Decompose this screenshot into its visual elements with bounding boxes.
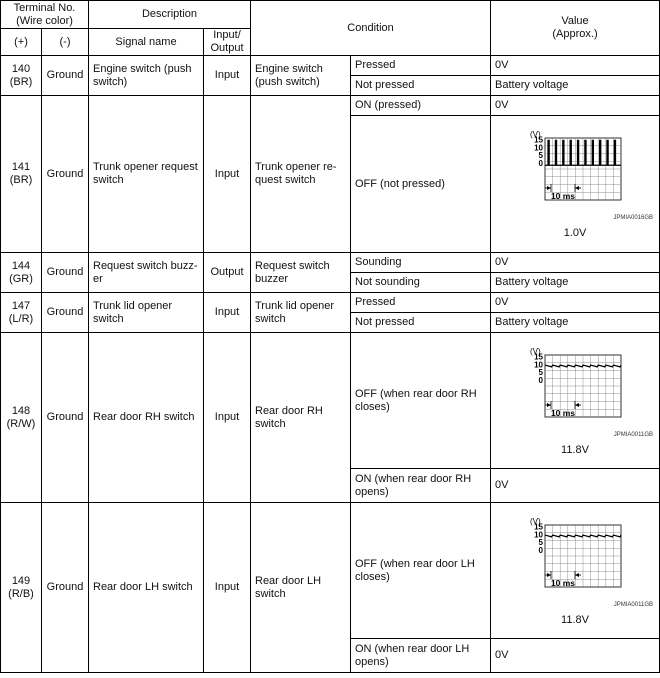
pulse-waveform (525, 128, 625, 212)
tick-label: 10 (534, 143, 544, 153)
condition-name-cell: Request switch buzzer (251, 253, 351, 293)
unit-label: (V) (530, 516, 541, 526)
tick-label: 5 (538, 537, 544, 547)
condition-name-cell: Rear door LH switch (251, 503, 351, 673)
state-cell: OFF (when rear door LH closes) (351, 503, 491, 639)
signal-cell: Trunk lid opener switch (89, 293, 204, 333)
signal-cell: Engine switch (push switch) (89, 56, 204, 96)
io-cell: Input (204, 96, 251, 253)
signal-cell: Rear door RH switch (89, 333, 204, 503)
terminal-cell: 149 (R/B) (1, 503, 42, 673)
waveform-value: 1.0V (563, 227, 587, 239)
io-cell: Input (204, 56, 251, 96)
state-cell: ON (pressed) (351, 96, 491, 116)
terminal-cell: 144 (GR) (1, 253, 42, 293)
terminal-header: Terminal No. (Wire color) (1, 1, 89, 29)
tick-label: 15 (534, 352, 544, 362)
unit-label: (V) (530, 346, 541, 356)
terminal-cell: 147 (L/R) (1, 293, 42, 333)
ground-cell: Ground (42, 253, 89, 293)
io-cell: Input (204, 333, 251, 503)
figure-code: JPMIA0011GB (613, 601, 654, 608)
unit-label: (V) (530, 130, 541, 139)
table-row (1, 333, 660, 469)
tick-label: 0 (538, 375, 544, 385)
table-row (1, 293, 660, 313)
io-cell: Input (204, 503, 251, 673)
io-cell: Input (204, 293, 251, 333)
terminal-cell: 140 (BR) (1, 56, 42, 96)
time-scale-label: 10 ms (550, 191, 576, 201)
value-cell: Battery voltage (491, 313, 660, 333)
condition-name-cell: Rear door RH switch (251, 333, 351, 503)
io-header: Input/ Output (204, 29, 251, 56)
waveform-value: 11.8V (561, 443, 589, 456)
signal-cell: Trunk opener request switch (89, 96, 204, 253)
state-cell: Not sounding (351, 273, 491, 293)
state-cell: Sounding (351, 253, 491, 273)
table-row (1, 253, 660, 273)
table-row (1, 96, 660, 116)
tick-label: 10 (534, 529, 544, 539)
table-row (1, 56, 660, 76)
signal-name-header: Signal name (89, 29, 204, 56)
state-cell: ON (when rear door RH opens) (351, 469, 491, 503)
description-header: Description (89, 1, 251, 29)
io-cell: Output (204, 253, 251, 293)
waveform-value-cell (491, 503, 660, 639)
ground-cell: Ground (42, 96, 89, 253)
table-row (1, 503, 660, 639)
condition-name-cell: Trunk opener re- quest switch (251, 96, 351, 253)
ground-cell: Ground (42, 293, 89, 333)
value-cell: Battery voltage (491, 76, 660, 96)
ripple-waveform (525, 345, 625, 429)
value-header: Value (Approx.) (491, 1, 660, 56)
tick-label: 0 (538, 158, 544, 168)
time-scale-label: 10 ms (550, 577, 576, 588)
condition-header: Condition (251, 1, 491, 56)
state-cell: OFF (when rear door RH closes) (351, 333, 491, 469)
ripple-waveform (525, 515, 625, 599)
value-cell: 0V (491, 96, 660, 116)
ground-cell: Ground (42, 333, 89, 503)
ground-cell: Ground (42, 56, 89, 96)
state-cell: Pressed (351, 293, 491, 313)
value-cell: 0V (491, 293, 660, 313)
signal-cell: Request switch buzz- er (89, 253, 204, 293)
ground-cell: Ground (42, 503, 89, 673)
signal-cell: Rear door LH switch (89, 503, 204, 673)
terminal-cell: 148 (R/W) (1, 333, 42, 503)
tick-label: 0 (538, 545, 544, 555)
tick-label: 10 (534, 359, 544, 369)
tick-label: 15 (534, 522, 544, 532)
state-cell: Pressed (351, 56, 491, 76)
minus-header: (-) (42, 29, 89, 56)
condition-name-cell: Engine switch (push switch) (251, 56, 351, 96)
time-scale-label: 10 ms (550, 407, 576, 418)
tick-label: 5 (538, 151, 544, 161)
waveform-value: 11.8V (561, 613, 589, 626)
state-cell: OFF (not pressed) (351, 116, 491, 253)
value-cell: 0V (491, 253, 660, 273)
value-cell: 0V (491, 469, 660, 503)
waveform-value-cell (491, 116, 660, 253)
state-cell: Not pressed (351, 76, 491, 96)
state-cell: Not pressed (351, 313, 491, 333)
value-cell: 0V (491, 639, 660, 673)
state-cell: ON (when rear door LH opens) (351, 639, 491, 673)
figure-code: JPMIA0011GB (613, 431, 654, 438)
value-cell: 0V (491, 56, 660, 76)
tick-label: 15 (534, 135, 544, 145)
tick-label: 5 (538, 367, 544, 377)
condition-name-cell: Trunk lid opener switch (251, 293, 351, 333)
terminal-cell: 141 (BR) (1, 96, 42, 253)
figure-code: JPMIA0016GB (613, 215, 654, 221)
waveform-value-cell (491, 333, 660, 469)
value-cell: Battery voltage (491, 273, 660, 293)
plus-header: (+) (1, 29, 42, 56)
